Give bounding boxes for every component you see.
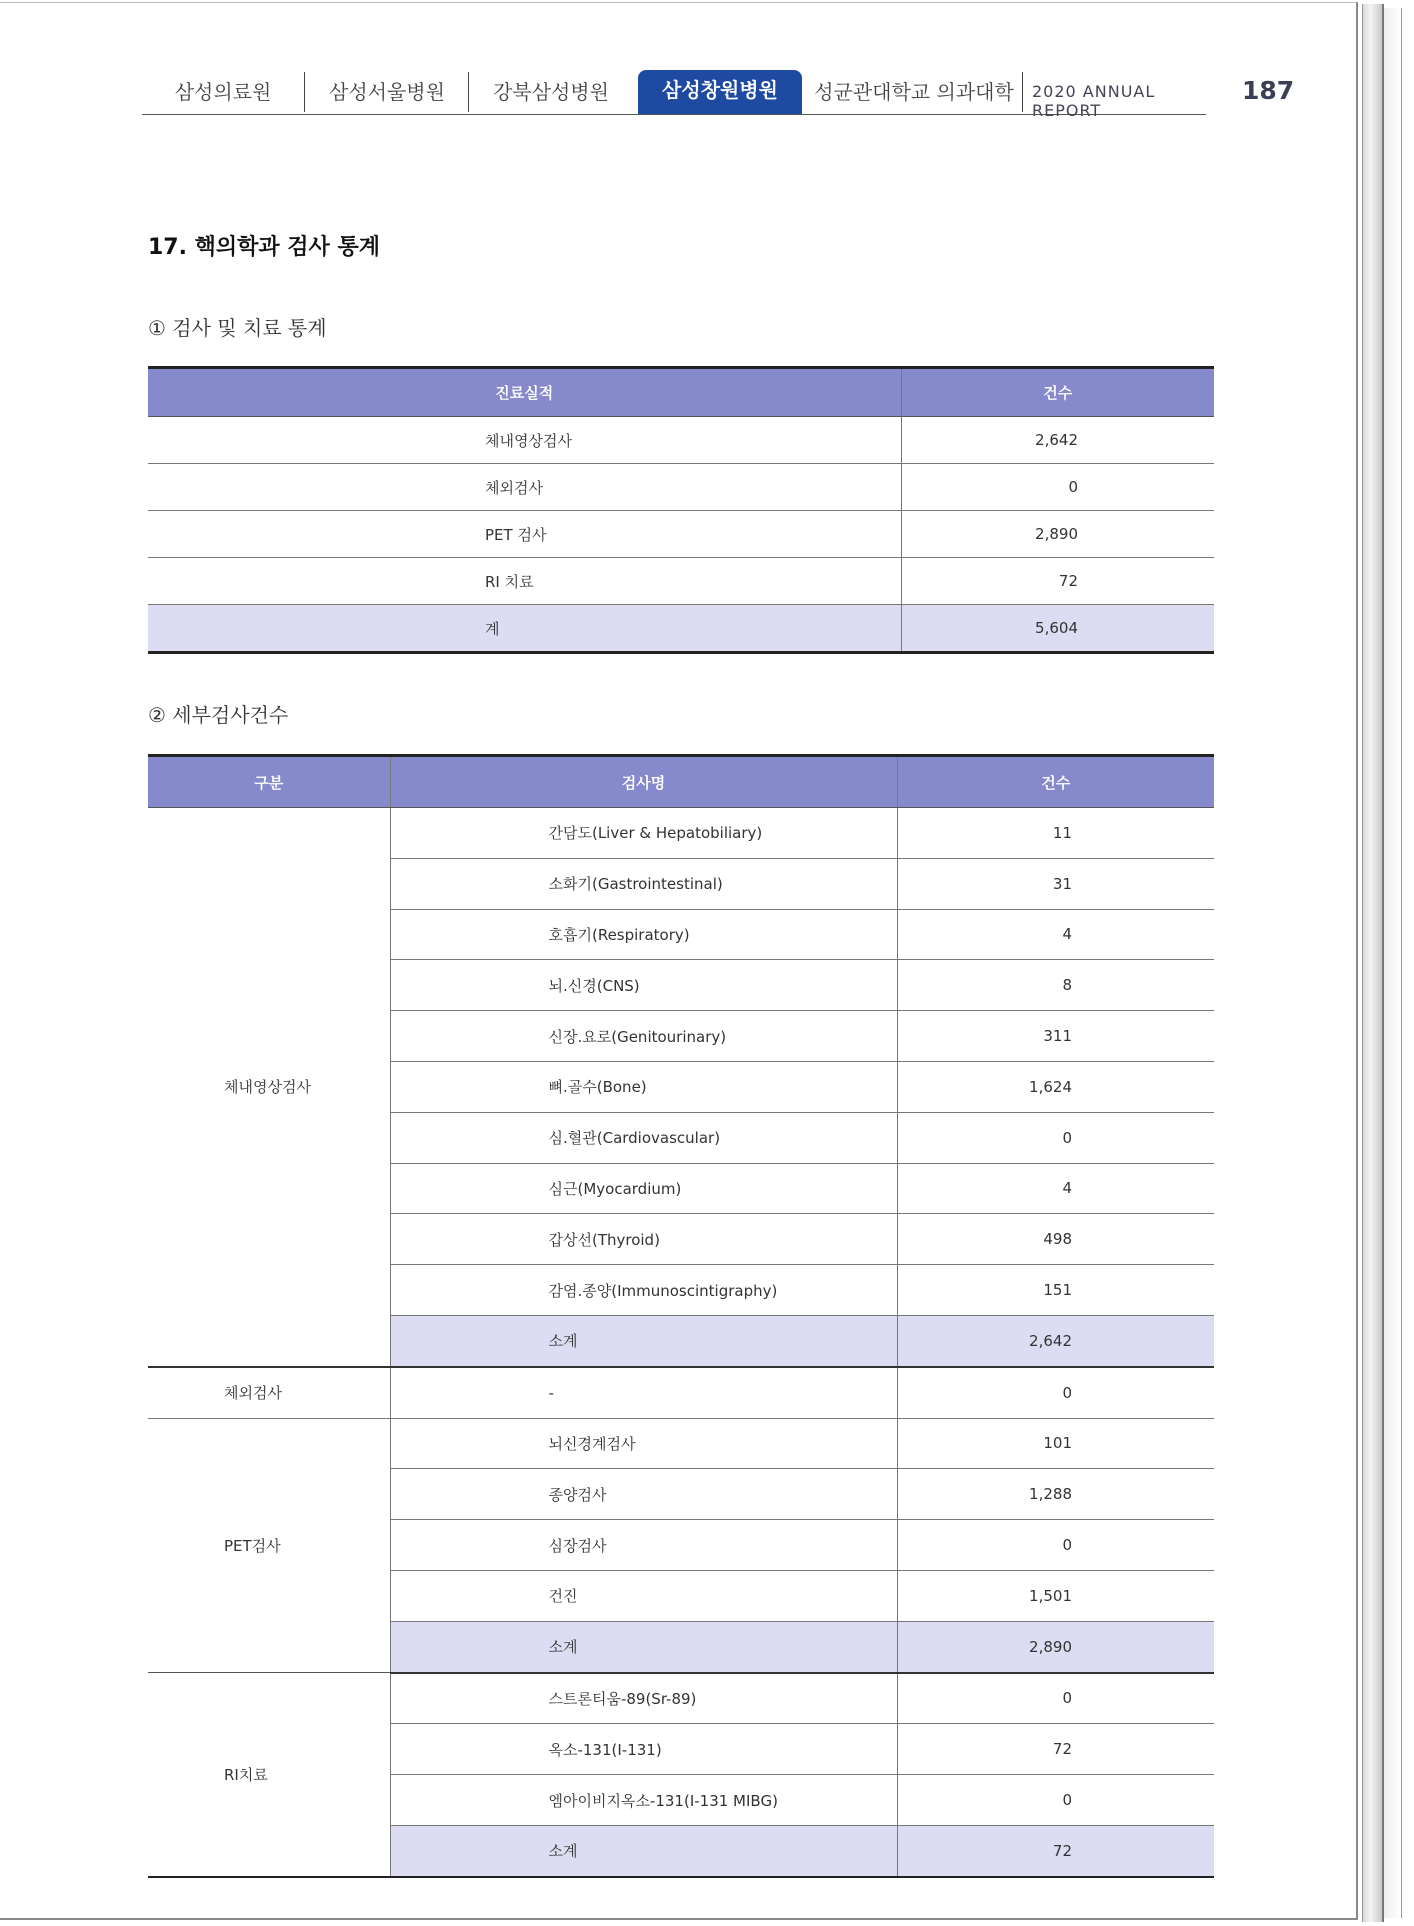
table1-header-row	[148, 368, 1214, 417]
exam-name: 심장검사	[390, 1520, 897, 1571]
category-cell: 체외검사	[148, 1367, 390, 1418]
exam-name: 간담도(Liver & Hepatobiliary)	[390, 808, 897, 859]
exam-count: 0	[897, 1520, 1214, 1571]
nav-tab-samsung-medical-center[interactable]: 삼성의료원	[142, 72, 305, 112]
exam-name: 감염.종양(Immunoscintigraphy)	[390, 1265, 897, 1316]
exam-name: 심.혈관(Cardiovascular)	[390, 1112, 897, 1163]
table1-header-count: 건수	[901, 368, 1214, 417]
table-row	[148, 1367, 1214, 1418]
table-row	[148, 1418, 1214, 1469]
subtotal-label: 소계	[390, 1621, 897, 1672]
detailed-exam-count-table	[148, 754, 1214, 1878]
table-row	[148, 417, 1214, 464]
row-name: 체내영상검사	[148, 417, 901, 464]
exam-count: 1,288	[897, 1469, 1214, 1520]
row-count: 0	[901, 464, 1214, 511]
exam-count: 0	[897, 1673, 1214, 1724]
exam-name: 소화기(Gastrointestinal)	[390, 858, 897, 909]
exam-name: 스트론티움-89(Sr-89)	[390, 1673, 897, 1724]
table-row	[148, 1673, 1214, 1724]
exam-name: 종양검사	[390, 1469, 897, 1520]
exam-count: 72	[897, 1724, 1214, 1775]
table2-header-row	[148, 756, 1214, 808]
exam-name: 심근(Myocardium)	[390, 1163, 897, 1214]
total-label: 계	[148, 605, 901, 653]
nav-tab-samsung-changwon-hospital[interactable]: 삼성창원병원	[638, 70, 802, 114]
total-count: 5,604	[901, 605, 1214, 653]
page-curl-inner	[1384, 8, 1402, 1918]
subtotal-label: 소계	[390, 1825, 897, 1876]
table-row	[148, 511, 1214, 558]
subtotal-count: 2,642	[897, 1315, 1214, 1366]
table2-subtitle: ② 세부검사건수	[148, 703, 289, 727]
nav-tab-kangbuk-samsung-hospital[interactable]: 강북삼성병원	[493, 80, 609, 104]
nav-tab-skku-medicine[interactable]: 성균관대학교 의과대학	[806, 72, 1023, 112]
table1-total-row	[148, 605, 1214, 653]
category-cell: PET검사	[148, 1418, 390, 1672]
exam-count: 0	[897, 1367, 1214, 1418]
exam-count: 1,624	[897, 1061, 1214, 1112]
table-row	[148, 808, 1214, 859]
exam-count: 4	[897, 1163, 1214, 1214]
row-name: PET 검사	[148, 511, 901, 558]
category-cell: 체내영상검사	[148, 808, 390, 1367]
table-row	[148, 464, 1214, 511]
exam-name: 신장.요로(Genitourinary)	[390, 1011, 897, 1062]
annual-report-label: 2020 ANNUAL REPORT	[1032, 82, 1156, 120]
report-header	[142, 68, 1206, 120]
subtotal-count: 2,890	[897, 1621, 1214, 1672]
exam-count: 101	[897, 1418, 1214, 1469]
row-count: 2,890	[901, 511, 1214, 558]
exam-count: 4	[897, 909, 1214, 960]
row-name: 체외검사	[148, 464, 901, 511]
nav-tab-samsung-seoul-hospital[interactable]: 삼성서울병원	[306, 72, 469, 112]
exam-name: 뇌신경계검사	[390, 1418, 897, 1469]
exam-count: 0	[897, 1775, 1214, 1826]
exam-count: 31	[897, 858, 1214, 909]
exam-name: 갑상선(Thyroid)	[390, 1214, 897, 1265]
category-cell: RI치료	[148, 1673, 390, 1877]
exam-treatment-stats-table	[148, 366, 1214, 654]
row-name: RI 치료	[148, 558, 901, 605]
exam-name: 뼈.골수(Bone)	[390, 1061, 897, 1112]
table1-subtitle: ① 검사 및 치료 통계	[148, 316, 327, 340]
page-number: 187	[1242, 76, 1295, 105]
table2-header-count: 건수	[897, 756, 1214, 808]
exam-name: -	[390, 1367, 897, 1418]
exam-name: 엠아이비지옥소-131(I-131 MIBG)	[390, 1775, 897, 1826]
table1-header-category: 진료실적	[148, 368, 901, 417]
exam-count: 151	[897, 1265, 1214, 1316]
table2-header-exam-name: 검사명	[390, 756, 897, 808]
table-row	[148, 558, 1214, 605]
exam-count: 8	[897, 960, 1214, 1011]
exam-name: 호흡기(Respiratory)	[390, 909, 897, 960]
exam-count: 498	[897, 1214, 1214, 1265]
exam-name: 뇌.신경(CNS)	[390, 960, 897, 1011]
table2-header-category: 구분	[148, 756, 390, 808]
exam-count: 1,501	[897, 1570, 1214, 1621]
page-curl	[1362, 4, 1384, 1922]
section-title: 17. 핵의학과 검사 통계	[148, 235, 380, 260]
row-count: 2,642	[901, 417, 1214, 464]
subtotal-label: 소계	[390, 1315, 897, 1366]
exam-name: 옥소-131(I-131)	[390, 1724, 897, 1775]
exam-count: 311	[897, 1011, 1214, 1062]
exam-count: 0	[897, 1112, 1214, 1163]
subtotal-count: 72	[897, 1825, 1214, 1876]
exam-name: 건진	[390, 1570, 897, 1621]
row-count: 72	[901, 558, 1214, 605]
exam-count: 11	[897, 808, 1214, 859]
